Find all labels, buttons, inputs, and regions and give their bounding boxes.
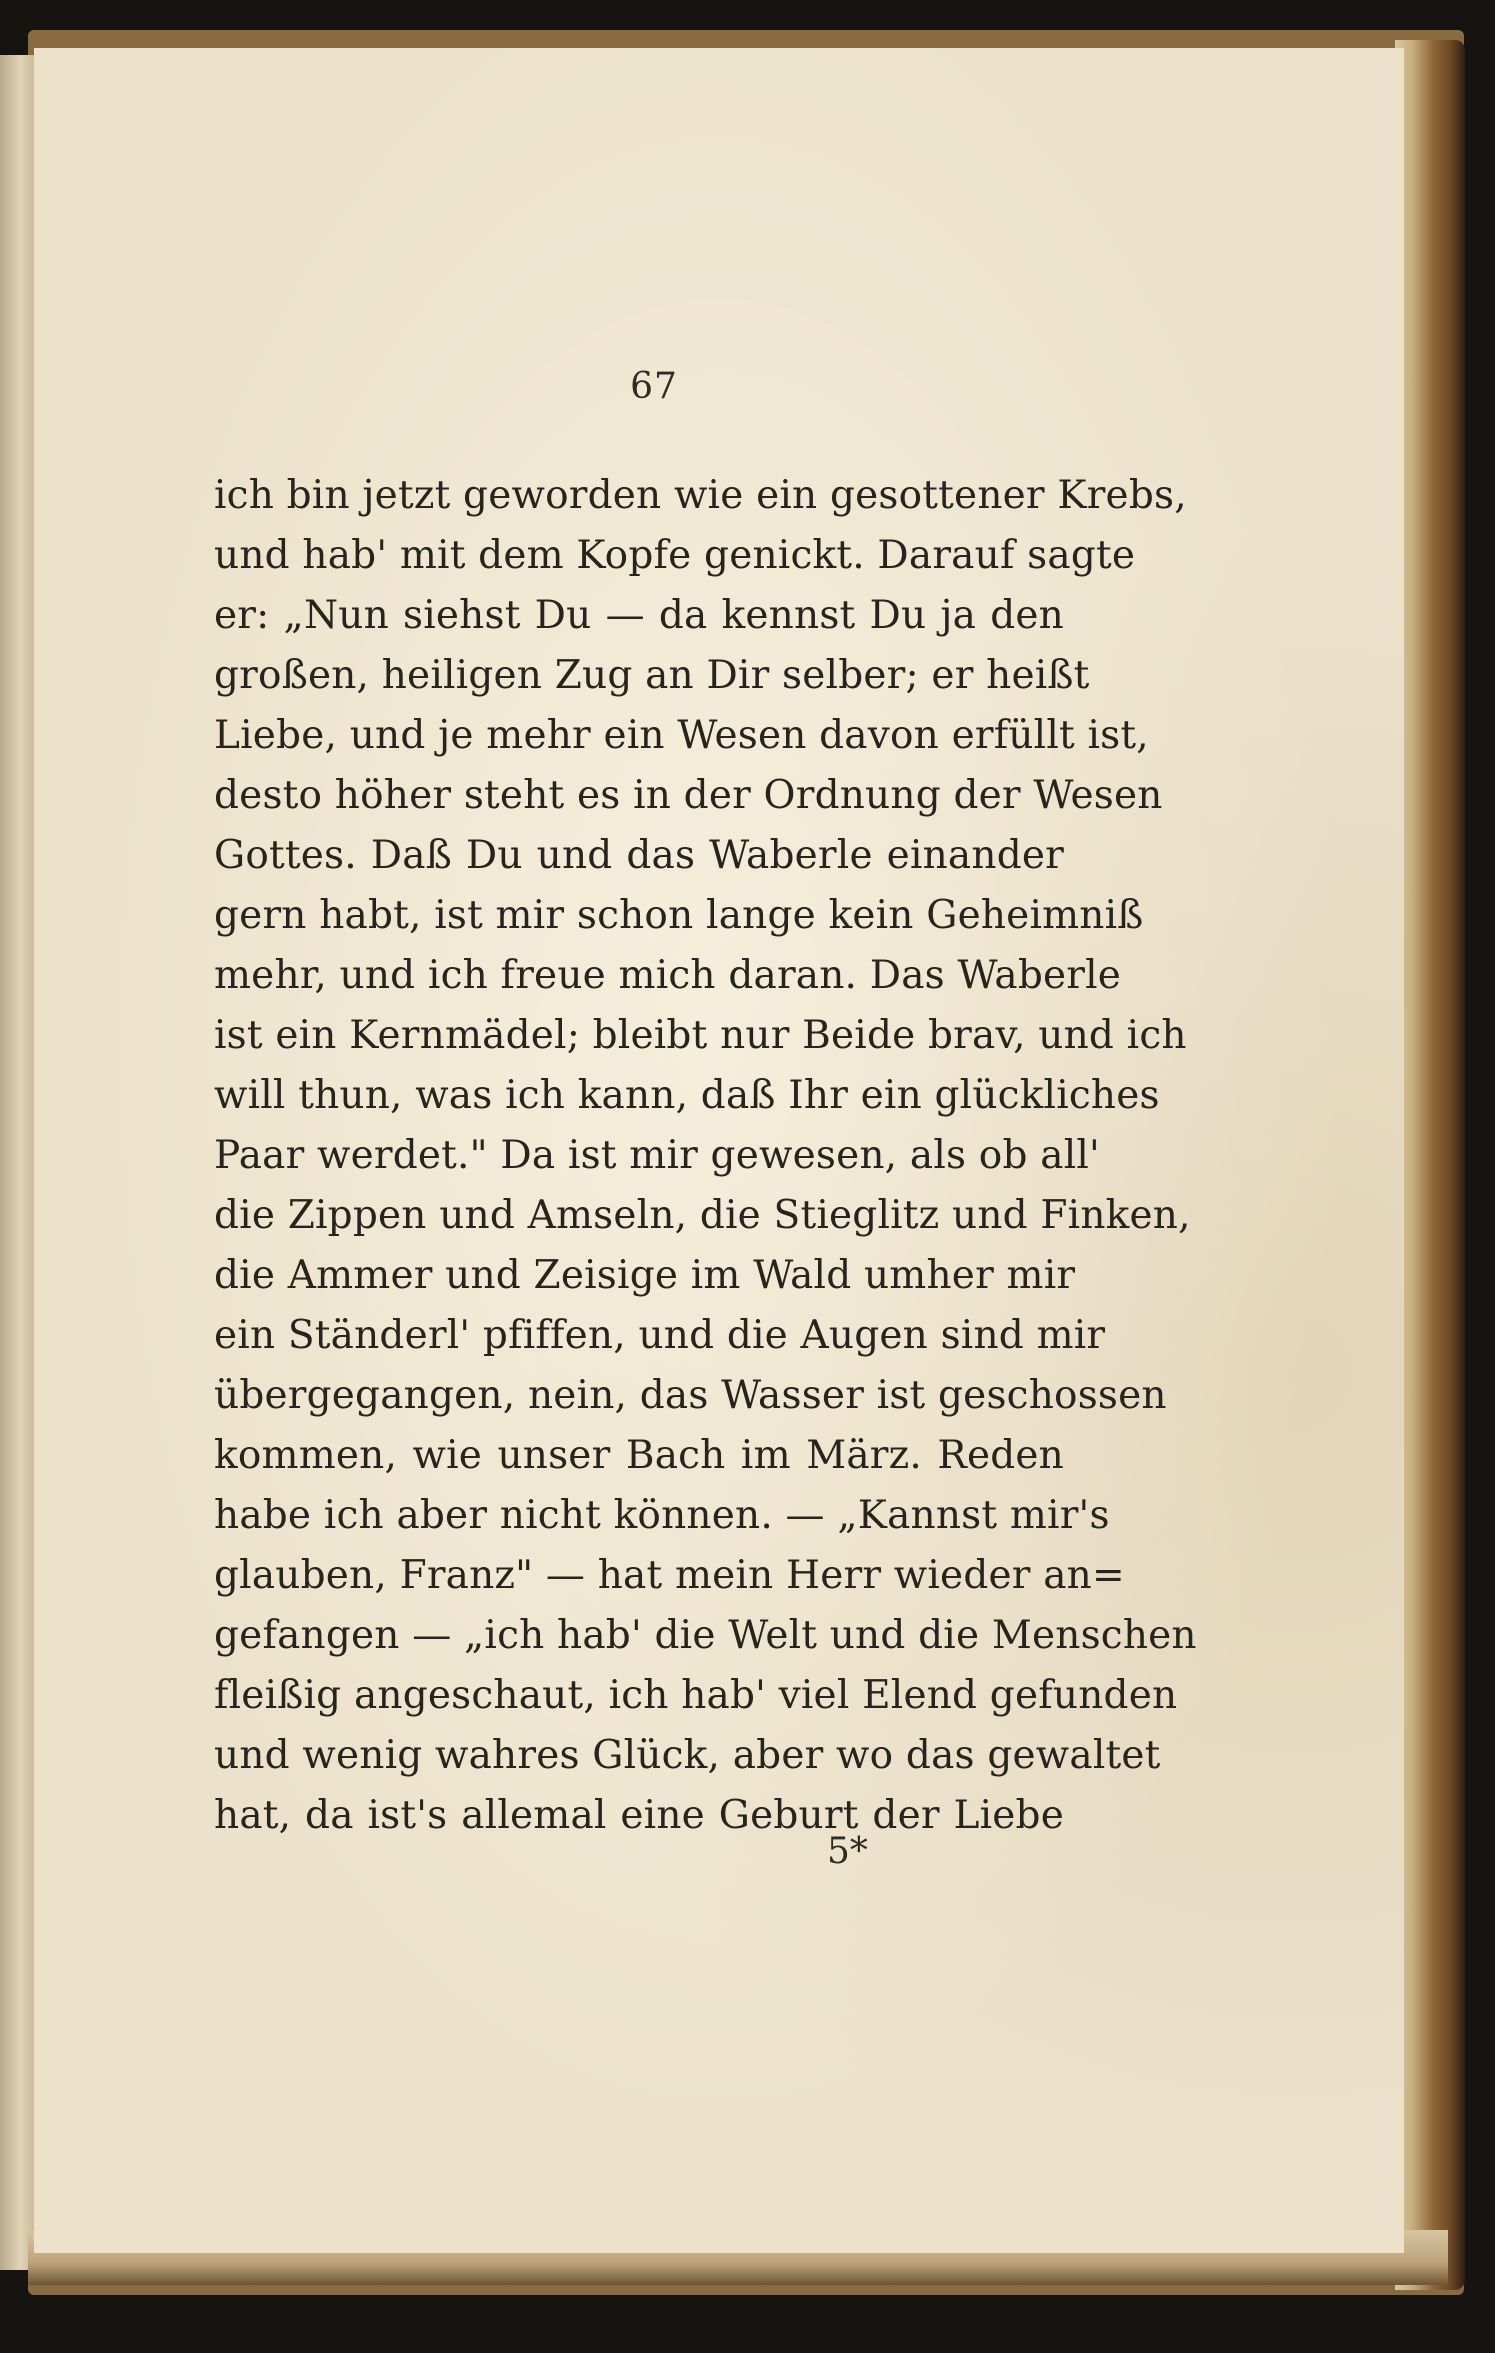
- text-line: gefangen — „ich hab' die Welt und die Menschen: [214, 1613, 1197, 1658]
- text-line: habe ich aber nicht können. — „Kannst mir's: [214, 1493, 1110, 1538]
- text-line: großen, heiligen Zug an Dir selber; er heißt: [214, 653, 1090, 698]
- text-line: mehr, und ich freue mich daran. Das Waberle: [214, 953, 1122, 998]
- text-line: glauben, Franz" — hat mein Herr wieder an=: [214, 1553, 1125, 1598]
- text-line: ich bin jetzt geworden wie ein gesottener Krebs,: [214, 473, 1187, 518]
- page-sheet: [34, 48, 1404, 2253]
- text-line: will thun, was ich kann, daß Ihr ein glückliches: [214, 1073, 1160, 1118]
- text-line: die Zippen und Amseln, die Stieglitz und Finken,: [214, 1193, 1191, 1238]
- text-line: desto höher steht es in der Ordnung der Wesen: [214, 773, 1163, 818]
- text-line: übergegangen, nein, das Wasser ist geschossen: [214, 1373, 1167, 1418]
- text-line: ein Ständerl' pfiffen, und die Augen sind mir: [214, 1313, 1106, 1358]
- body-text: [214, 466, 1197, 1846]
- text-line: ist ein Kernmädel; bleibt nur Beide brav, und ich: [214, 1013, 1187, 1058]
- text-line: er: „Nun siehst Du — da kennst Du ja den: [214, 593, 1064, 638]
- text-line: Liebe, und je mehr ein Wesen davon erfüllt ist,: [214, 713, 1149, 758]
- text-line: und wenig wahres Glück, aber wo das gewaltet: [214, 1733, 1161, 1778]
- page-edges-right: [1395, 40, 1465, 2290]
- text-line: fleißig angeschaut, ich hab' viel Elend gefunden: [214, 1673, 1178, 1718]
- facing-page-edge: [0, 55, 34, 2270]
- page-number: 67: [630, 366, 678, 407]
- text-line: gern habt, ist mir schon lange kein Geheimniß: [214, 893, 1144, 938]
- text-line: Paar werdet." Da ist mir gewesen, als ob all': [214, 1133, 1100, 1178]
- text-line: Gottes. Daß Du und das Waberle einander: [214, 833, 1064, 878]
- text-line: und hab' mit dem Kopfe genickt. Darauf sagte: [214, 533, 1136, 578]
- text-line: hat, da ist's allemal eine Geburt der Liebe: [214, 1793, 1064, 1838]
- text-line: die Ammer und Zeisige im Wald umher mir: [214, 1253, 1076, 1298]
- signature-mark: 5*: [827, 1831, 868, 1872]
- text-line: kommen, wie unser Bach im März. Reden: [214, 1433, 1064, 1478]
